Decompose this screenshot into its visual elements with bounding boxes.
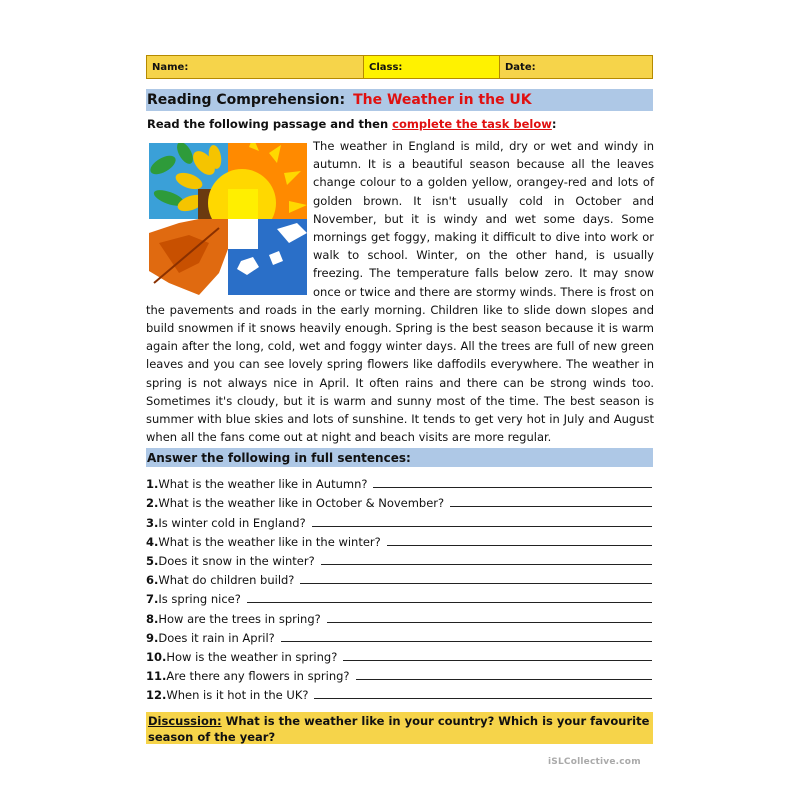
question-text: What is the weather like in October & November? xyxy=(158,496,445,511)
answer-section-header xyxy=(146,448,653,467)
question-number: 2. xyxy=(146,496,159,511)
answer-line[interactable] xyxy=(321,564,652,565)
four-seasons-image xyxy=(149,143,307,295)
question-9 xyxy=(146,626,656,645)
question-number: 8. xyxy=(146,611,159,626)
question-text: Are there any flowers in spring? xyxy=(166,669,350,684)
answer-line[interactable] xyxy=(312,526,652,527)
question-12 xyxy=(146,683,656,702)
question-8 xyxy=(146,606,656,625)
title-prefix: Reading Comprehension: xyxy=(147,92,346,108)
question-number: 11. xyxy=(146,669,167,684)
answer-line[interactable] xyxy=(300,583,652,584)
question-number: 10. xyxy=(146,649,167,664)
question-11 xyxy=(146,664,656,683)
question-number: 12. xyxy=(146,688,167,703)
question-number: 4. xyxy=(146,534,159,549)
answer-line[interactable] xyxy=(327,622,652,623)
answer-line[interactable] xyxy=(281,641,652,642)
question-1 xyxy=(146,472,656,491)
question-number: 7. xyxy=(146,592,159,607)
question-4 xyxy=(146,530,656,549)
student-info-table xyxy=(146,55,653,79)
task-link[interactable]: complete the task below xyxy=(392,117,552,131)
answer-line[interactable] xyxy=(247,602,652,603)
question-text: What is the weather like in Autumn? xyxy=(158,477,368,492)
question-number: 1. xyxy=(146,477,159,492)
question-text: Does it snow in the winter? xyxy=(158,553,315,568)
class-label: Class: xyxy=(369,61,403,73)
question-text: How are the trees in spring? xyxy=(158,611,321,626)
instruction-suffix: : xyxy=(551,117,557,131)
question-text: What is the weather like in the winter? xyxy=(158,534,381,549)
watermark: iSLCollective.com xyxy=(548,757,641,767)
question-text: Does it rain in April? xyxy=(158,630,275,645)
question-text: What do children build? xyxy=(158,573,295,588)
question-text: When is it hot in the UK? xyxy=(166,688,309,703)
question-2 xyxy=(146,491,656,510)
question-5 xyxy=(146,549,656,568)
date-label: Date: xyxy=(505,61,536,73)
answer-line[interactable] xyxy=(314,698,652,699)
discussion-text: What is the weather like in your country? Which is your favourite season of the year? xyxy=(148,714,650,744)
answer-line[interactable] xyxy=(387,545,652,546)
answer-line[interactable] xyxy=(343,660,652,661)
question-3 xyxy=(146,510,656,529)
question-number: 5. xyxy=(146,553,159,568)
answer-line[interactable] xyxy=(356,679,652,680)
answer-line[interactable] xyxy=(373,487,652,488)
instruction-text: Read the following passage and then xyxy=(147,117,393,131)
class-field[interactable] xyxy=(364,56,500,78)
name-field[interactable] xyxy=(147,56,364,78)
discussion-box xyxy=(146,712,653,744)
name-label: Name: xyxy=(152,61,189,73)
answer-header-text: Answer the following in full sentences: xyxy=(147,450,411,465)
question-text: Is winter cold in England? xyxy=(158,515,306,530)
question-number: 9. xyxy=(146,630,159,645)
title-topic: The Weather in the UK xyxy=(353,92,532,108)
question-number: 3. xyxy=(146,515,159,530)
date-field[interactable] xyxy=(500,56,652,78)
question-text: Is spring nice? xyxy=(158,592,241,607)
question-6 xyxy=(146,568,656,587)
question-text: How is the weather in spring? xyxy=(166,649,338,664)
passage-text: The weather in England is mild, dry or wet and windy in autumn. It is a beautiful season because all the leaves change colour to a golden yellow, orangey-red and lots of golden brown. It isn't usually cold in October and November, but it is windy and wet some days. Some mornings get foggy, making it difficult to dive into work or walk to school. Winter, on the other hand, is usually freezing. The temperature falls below zero. It may snow once or twice and there are stormy winds. There is frost on the pavements and roads in the early morning. Children like to slide down slopes and build snowmen if it snows heavily enough. Spring is the best season because it is warm again after the long, cold, wet and foggy winter days. All the trees are full of new green leaves and you can see lovely spring flowers like daffodils everywhere. The weather in spring is not always nice in April. It often rains and there can be strong winds too. Sometimes it's cloudy, but it is warm and sunny most of the time. The best season is summer with blue skies and lots of sunshine. It tends to get very hot in July and August when all the fans come out at night and beach visits are more regular. xyxy=(146,139,654,445)
worksheet-title xyxy=(146,89,653,111)
instruction-line xyxy=(147,117,556,131)
question-10 xyxy=(146,645,656,664)
discussion-label: Discussion: xyxy=(148,714,222,728)
answer-line[interactable] xyxy=(450,506,652,507)
questions-list xyxy=(146,472,656,702)
question-7 xyxy=(146,587,656,606)
question-number: 6. xyxy=(146,573,159,588)
